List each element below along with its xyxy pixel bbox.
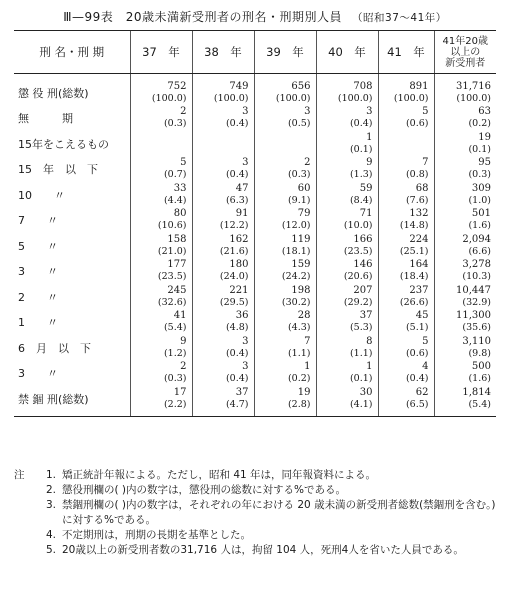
table-cell bbox=[254, 335, 316, 361]
table-cell bbox=[434, 182, 496, 208]
row-label: 6 月 以 下 bbox=[18, 341, 91, 355]
cell-percent: (10.3) bbox=[462, 271, 491, 283]
note-number: 1. bbox=[45, 469, 56, 481]
table-cell bbox=[316, 74, 378, 106]
cell-percent: (32.9) bbox=[462, 296, 491, 308]
cell-percent: (0.3) bbox=[163, 373, 187, 385]
cell-count: 5 bbox=[422, 106, 429, 118]
cell-percent: (0.6) bbox=[405, 347, 429, 359]
cell-count: 3,110 bbox=[462, 335, 491, 347]
table-cell bbox=[130, 74, 192, 106]
cell-percent: (26.6) bbox=[399, 296, 429, 308]
cell-count: 31,716 bbox=[456, 80, 491, 92]
row-label: 3 〃 bbox=[18, 265, 58, 279]
note-head bbox=[14, 498, 36, 528]
cell-count: 198 bbox=[291, 284, 311, 296]
table-row bbox=[14, 284, 496, 310]
row-label: 2 〃 bbox=[18, 290, 58, 304]
cell-percent: (0.8) bbox=[405, 169, 429, 181]
table-cell bbox=[192, 386, 254, 416]
note-number: 4. bbox=[45, 529, 56, 541]
table-cell bbox=[192, 208, 254, 234]
cell-count: 656 bbox=[291, 80, 311, 92]
table-cell bbox=[378, 74, 434, 106]
cell-percent: (7.6) bbox=[405, 194, 429, 206]
cell-percent: (0.3) bbox=[468, 169, 491, 181]
cell-count: 752 bbox=[167, 80, 187, 92]
table-cell bbox=[254, 284, 316, 310]
table-cell bbox=[434, 361, 496, 387]
cell-percent: (12.2) bbox=[219, 220, 249, 232]
cell-count: 5 bbox=[180, 157, 187, 169]
cell-percent: (100.0) bbox=[275, 92, 311, 104]
table-cell bbox=[130, 233, 192, 259]
table-cell bbox=[130, 106, 192, 132]
table-cell bbox=[434, 157, 496, 183]
table-cell bbox=[316, 361, 378, 387]
cell-percent: (8.4) bbox=[349, 194, 373, 206]
table-cell bbox=[130, 182, 192, 208]
table-row bbox=[14, 259, 496, 285]
cell-count: 28 bbox=[297, 310, 311, 322]
table-header-row bbox=[14, 31, 496, 74]
note-number: 3. bbox=[45, 499, 56, 511]
note-head bbox=[14, 543, 36, 558]
cell-count: 68 bbox=[415, 182, 429, 194]
header-col: 39 年 bbox=[254, 31, 316, 74]
table-cell bbox=[130, 361, 192, 387]
table-cell bbox=[378, 131, 434, 157]
table-cell bbox=[192, 106, 254, 132]
table-cell bbox=[378, 106, 434, 132]
cell-count: 500 bbox=[471, 361, 491, 373]
cell-count: 59 bbox=[359, 182, 373, 194]
table-cell bbox=[378, 284, 434, 310]
table-cell bbox=[316, 310, 378, 336]
table-cell bbox=[316, 106, 378, 132]
row-label: 禁 錮 刑(総数) bbox=[14, 386, 130, 416]
table-cell bbox=[316, 157, 378, 183]
cell-percent: (1.1) bbox=[349, 347, 373, 359]
cell-count: 177 bbox=[167, 259, 187, 271]
cell-count: 95 bbox=[478, 157, 491, 169]
table-cell bbox=[378, 182, 434, 208]
cell-count: 3 bbox=[366, 106, 373, 118]
cell-count: 2,094 bbox=[462, 233, 491, 245]
cell-count: 708 bbox=[353, 80, 373, 92]
row-label: 無 期 bbox=[18, 112, 73, 126]
table-cell bbox=[316, 182, 378, 208]
table-cell bbox=[434, 131, 496, 157]
table-cell bbox=[316, 208, 378, 234]
row-label: 懲 役 刑(総数) bbox=[18, 86, 89, 100]
table-cell bbox=[434, 335, 496, 361]
cell-percent: (4.4) bbox=[163, 194, 187, 206]
note-text: 不定期刑は，刑期の長期を基準とした。 bbox=[62, 529, 251, 541]
cell-percent: (0.4) bbox=[225, 347, 249, 359]
cell-percent: (0.4) bbox=[349, 118, 373, 130]
cell-count: 62 bbox=[415, 386, 429, 398]
cell-count: 3,278 bbox=[462, 259, 491, 271]
table-cell bbox=[378, 233, 434, 259]
cell-count: 1 bbox=[366, 131, 373, 143]
note-item bbox=[14, 498, 496, 528]
table-cell bbox=[254, 131, 316, 157]
table-cell bbox=[254, 386, 316, 416]
cell-count: 162 bbox=[229, 233, 249, 245]
note-head bbox=[14, 528, 36, 543]
table-cell bbox=[130, 335, 192, 361]
table-cell bbox=[130, 310, 192, 336]
cell-percent: (100.0) bbox=[456, 92, 491, 104]
table-cell bbox=[254, 208, 316, 234]
table-cell bbox=[434, 208, 496, 234]
table-cell bbox=[316, 259, 378, 285]
table-cell bbox=[192, 182, 254, 208]
table-cell bbox=[130, 208, 192, 234]
table-cell bbox=[378, 157, 434, 183]
table-cell bbox=[130, 131, 192, 157]
cell-percent: (25.1) bbox=[399, 245, 429, 257]
cell-count: 3 bbox=[242, 106, 249, 118]
cell-percent: (4.8) bbox=[225, 322, 249, 334]
cell-count: 60 bbox=[297, 182, 311, 194]
note-item bbox=[14, 543, 496, 558]
row-label: 7 〃 bbox=[18, 214, 58, 228]
cell-percent: (14.8) bbox=[399, 220, 429, 232]
table-cell bbox=[254, 106, 316, 132]
cell-count: 9 bbox=[180, 335, 187, 347]
cell-percent: (100.0) bbox=[393, 92, 429, 104]
table-cell bbox=[192, 259, 254, 285]
header-col: 37 年 bbox=[130, 31, 192, 74]
cell-percent: (0.4) bbox=[225, 118, 249, 130]
header-category: 刑 名・刑 期 bbox=[14, 31, 130, 74]
table-cell bbox=[192, 131, 254, 157]
table-cell bbox=[130, 386, 192, 416]
header-col: 38 年 bbox=[192, 31, 254, 74]
cell-count: 71 bbox=[359, 208, 373, 220]
cell-count: 180 bbox=[229, 259, 249, 271]
cell-count: 158 bbox=[167, 233, 187, 245]
cell-percent: (1.2) bbox=[163, 347, 187, 359]
table-cell bbox=[130, 157, 192, 183]
cell-percent: (24.2) bbox=[281, 271, 311, 283]
table-cell bbox=[378, 335, 434, 361]
table-row bbox=[14, 208, 496, 234]
cell-count: 36 bbox=[235, 310, 249, 322]
cell-percent: (0.6) bbox=[405, 118, 429, 130]
cell-count: 63 bbox=[478, 106, 491, 118]
cell-percent: (10.0) bbox=[343, 220, 373, 232]
note-head bbox=[14, 483, 36, 498]
cell-percent: (35.6) bbox=[462, 322, 491, 334]
note-item bbox=[14, 483, 496, 498]
table-cell bbox=[254, 310, 316, 336]
cell-count: 309 bbox=[471, 182, 491, 194]
cell-percent: (0.1) bbox=[349, 143, 373, 155]
cell-count: 3 bbox=[242, 361, 249, 373]
cell-count: 19 bbox=[478, 131, 491, 143]
cell-count: 45 bbox=[415, 310, 429, 322]
cell-count: 30 bbox=[359, 386, 373, 398]
cell-count: 166 bbox=[353, 233, 373, 245]
table-cell bbox=[130, 284, 192, 310]
table-cell bbox=[316, 386, 378, 416]
header-col: 40 年 bbox=[316, 31, 378, 74]
row-label: 1 〃 bbox=[18, 316, 58, 330]
cell-percent: (2.8) bbox=[287, 398, 311, 410]
cell-percent: (1.0) bbox=[468, 194, 491, 206]
table-cell bbox=[254, 74, 316, 106]
cell-count: 119 bbox=[291, 233, 311, 245]
cell-count: 9 bbox=[366, 157, 373, 169]
table-cell bbox=[192, 335, 254, 361]
cell-percent: (100.0) bbox=[151, 92, 187, 104]
table-row bbox=[14, 157, 496, 183]
table-cell bbox=[316, 131, 378, 157]
cell-count: 7 bbox=[422, 157, 429, 169]
cell-count: 501 bbox=[471, 208, 491, 220]
cell-percent: (2.2) bbox=[163, 398, 187, 410]
cell-count: 891 bbox=[409, 80, 429, 92]
cell-count: 47 bbox=[235, 182, 249, 194]
cell-percent: (4.3) bbox=[287, 322, 311, 334]
cell-count: 5 bbox=[422, 335, 429, 347]
cell-percent: (21.6) bbox=[219, 245, 249, 257]
table-row bbox=[14, 233, 496, 259]
cell-percent: (32.6) bbox=[157, 296, 187, 308]
table-row bbox=[14, 131, 496, 157]
cell-percent: (29.5) bbox=[219, 296, 249, 308]
table-cell bbox=[378, 361, 434, 387]
cell-percent: (4.7) bbox=[225, 398, 249, 410]
row-label: 15 年 以 下 bbox=[18, 163, 98, 177]
title-text: Ⅲ—99表 20歳未満新受刑者の刑名・刑期別人員 bbox=[63, 10, 343, 24]
cell-percent: (23.5) bbox=[343, 245, 373, 257]
table-cell bbox=[434, 106, 496, 132]
table-row bbox=[14, 74, 496, 106]
note-text: 禁錮刑欄の( )内の数字は，それぞれの年における 20 歳未満の新受刑者総数(禁錮刑を含む。)に対する%である。 bbox=[62, 499, 496, 526]
table-cell bbox=[192, 284, 254, 310]
sentence-table bbox=[14, 30, 496, 417]
table-row bbox=[14, 182, 496, 208]
cell-percent: (0.1) bbox=[468, 143, 491, 155]
cell-percent: (6.6) bbox=[468, 245, 491, 257]
table-cell bbox=[316, 335, 378, 361]
cell-percent: (9.8) bbox=[468, 347, 491, 359]
cell-percent: (0.2) bbox=[287, 373, 311, 385]
cell-count: 245 bbox=[167, 284, 187, 296]
cell-percent: (5.4) bbox=[468, 398, 491, 410]
cell-count: 33 bbox=[173, 182, 187, 194]
cell-percent: (12.0) bbox=[281, 220, 311, 232]
cell-count: 1 bbox=[304, 361, 311, 373]
cell-count: 2 bbox=[304, 157, 311, 169]
cell-count: 164 bbox=[409, 259, 429, 271]
table-cell bbox=[434, 74, 496, 106]
table-cell bbox=[434, 259, 496, 285]
notes-section bbox=[14, 468, 496, 558]
cell-percent: (5.1) bbox=[405, 322, 429, 334]
cell-percent: (29.2) bbox=[343, 296, 373, 308]
table-cell bbox=[254, 233, 316, 259]
cell-count: 41 bbox=[173, 310, 187, 322]
row-label: 10 〃 bbox=[18, 188, 65, 202]
cell-count: 37 bbox=[235, 386, 249, 398]
note-text: 20歳以上の新受刑者数の31,716 人は，拘留 104 人，死刑4人を省いた人員である。 bbox=[62, 544, 464, 556]
header-col: 41年20歳 以上の 新受刑者 bbox=[434, 31, 496, 74]
table-cell bbox=[192, 310, 254, 336]
cell-percent: (1.1) bbox=[287, 347, 311, 359]
table-cell bbox=[254, 361, 316, 387]
cell-count: 37 bbox=[359, 310, 373, 322]
cell-count: 3 bbox=[242, 157, 249, 169]
cell-count: 749 bbox=[229, 80, 249, 92]
cell-count: 79 bbox=[297, 208, 311, 220]
cell-count: 17 bbox=[173, 386, 187, 398]
table-cell bbox=[316, 233, 378, 259]
cell-percent: (100.0) bbox=[337, 92, 373, 104]
title-period: （昭和37〜41年） bbox=[352, 12, 447, 24]
table-cell bbox=[254, 182, 316, 208]
cell-count: 4 bbox=[422, 361, 429, 373]
cell-percent: (0.4) bbox=[405, 373, 429, 385]
cell-count: 132 bbox=[409, 208, 429, 220]
table-cell bbox=[434, 310, 496, 336]
cell-percent: (24.0) bbox=[219, 271, 249, 283]
cell-count: 237 bbox=[409, 284, 429, 296]
note-number: 2. bbox=[45, 484, 56, 496]
cell-percent: (23.5) bbox=[157, 271, 187, 283]
cell-percent: (21.0) bbox=[157, 245, 187, 257]
cell-percent: (10.6) bbox=[157, 220, 187, 232]
table-cell bbox=[254, 157, 316, 183]
cell-percent: (5.3) bbox=[349, 322, 373, 334]
cell-count: 10,447 bbox=[456, 284, 491, 296]
cell-percent: (5.4) bbox=[163, 322, 187, 334]
cell-percent: (30.2) bbox=[281, 296, 311, 308]
header-col: 41 年 bbox=[378, 31, 434, 74]
cell-count: 91 bbox=[235, 208, 249, 220]
cell-percent: (1.3) bbox=[349, 169, 373, 181]
note-item bbox=[14, 528, 496, 543]
table-cell bbox=[378, 208, 434, 234]
cell-count: 1,814 bbox=[462, 386, 491, 398]
cell-percent: (9.1) bbox=[287, 194, 311, 206]
note-item bbox=[14, 468, 496, 483]
table-body bbox=[14, 74, 496, 417]
row-label: 3 〃 bbox=[18, 367, 58, 381]
cell-percent: (0.3) bbox=[163, 118, 187, 130]
table-cell bbox=[378, 386, 434, 416]
cell-count: 19 bbox=[297, 386, 311, 398]
note-head: 注 bbox=[14, 469, 25, 481]
notes-list bbox=[14, 468, 496, 558]
note-number: 5. bbox=[45, 544, 56, 556]
cell-percent: (18.1) bbox=[281, 245, 311, 257]
cell-percent: (6.3) bbox=[225, 194, 249, 206]
cell-percent: (0.1) bbox=[349, 373, 373, 385]
cell-count: 7 bbox=[304, 335, 311, 347]
cell-count: 2 bbox=[180, 361, 187, 373]
cell-percent: (0.2) bbox=[468, 118, 491, 130]
cell-percent: (0.4) bbox=[225, 373, 249, 385]
note-text: 懲役刑欄の( )内の数字は，懲役刑の総数に対する%である。 bbox=[62, 484, 347, 496]
table-cell bbox=[434, 284, 496, 310]
table-cell bbox=[192, 233, 254, 259]
cell-percent: (1.6) bbox=[468, 220, 491, 232]
cell-count: 3 bbox=[304, 106, 311, 118]
cell-count: 207 bbox=[353, 284, 373, 296]
cell-count: 146 bbox=[353, 259, 373, 271]
table-cell bbox=[378, 259, 434, 285]
table-cell bbox=[378, 310, 434, 336]
table-cell bbox=[434, 233, 496, 259]
cell-count: 224 bbox=[409, 233, 429, 245]
cell-count: 159 bbox=[291, 259, 311, 271]
cell-percent: (4.1) bbox=[349, 398, 373, 410]
table-cell bbox=[192, 361, 254, 387]
cell-percent: (1.6) bbox=[468, 373, 491, 385]
table-title bbox=[0, 8, 510, 25]
cell-percent: (0.4) bbox=[225, 169, 249, 181]
table-cell bbox=[434, 386, 496, 416]
cell-count: 11,300 bbox=[456, 310, 491, 322]
table-row bbox=[14, 310, 496, 336]
cell-count: 3 bbox=[242, 335, 249, 347]
cell-percent: (18.4) bbox=[399, 271, 429, 283]
cell-percent: (20.6) bbox=[343, 271, 373, 283]
row-label: 5 〃 bbox=[18, 239, 58, 253]
cell-percent: (6.5) bbox=[405, 398, 429, 410]
note-text: 矯正統計年報による。ただし，昭和 41 年は，同年報資料による。 bbox=[62, 469, 377, 481]
cell-percent: (100.0) bbox=[213, 92, 249, 104]
table-row bbox=[14, 361, 496, 387]
cell-percent: (0.5) bbox=[287, 118, 311, 130]
cell-count: 2 bbox=[180, 106, 187, 118]
cell-percent: (0.3) bbox=[287, 169, 311, 181]
cell-count: 221 bbox=[229, 284, 249, 296]
table-row bbox=[14, 106, 496, 132]
table-cell bbox=[192, 74, 254, 106]
table-cell bbox=[192, 157, 254, 183]
table-cell bbox=[130, 259, 192, 285]
cell-count: 1 bbox=[366, 361, 373, 373]
table-row bbox=[14, 335, 496, 361]
table-cell bbox=[254, 259, 316, 285]
cell-count: 8 bbox=[366, 335, 373, 347]
table-cell bbox=[316, 284, 378, 310]
cell-percent: (0.7) bbox=[163, 169, 187, 181]
table-row bbox=[14, 386, 496, 416]
row-label: 15年をこえるもの bbox=[18, 137, 109, 151]
cell-count: 80 bbox=[173, 208, 187, 220]
